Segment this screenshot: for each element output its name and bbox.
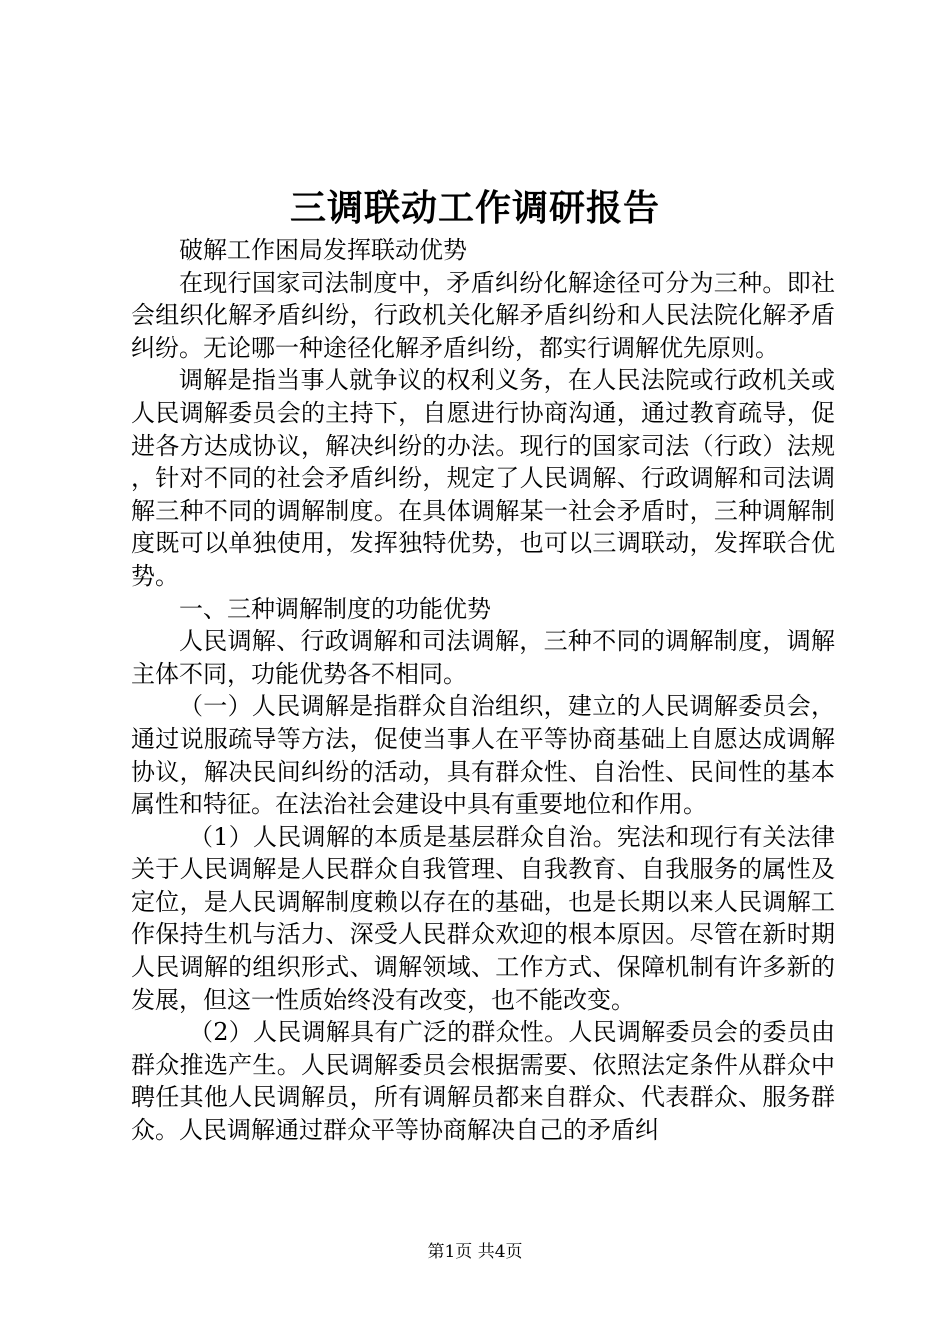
document-title: 三调联动工作调研报告	[289, 187, 660, 229]
paragraph: （一）人民调解是指群众自治组织，建立的人民调解委员会，通过说服疏导等方法，促使当事人在平等协商基础上自愿达成调解协议，解决民间纠纷的活动，具有群众性、自治性、民间性的基本属性和特征。在法治社会建设中具有重要地位和作用。	[131, 692, 835, 819]
paragraph-numbered: （2）人民调解具有广泛的群众性。人民调解委员会的委员由群众推选产生。人民调解委员会根据需要、依照法定条件从群众中聘任其他人民调解员，所有调解员都来自群众、代表群众、服务群众。人民调解通过群众平等协商解决自己的矛盾纠	[131, 1018, 835, 1145]
section-heading: 一、三种调解制度的功能优势	[179, 594, 491, 623]
paragraph: 在现行国家司法制度中，矛盾纠纷化解途径可分为三种。即社会组织化解矛盾纠纷，行政机关化解矛盾纠纷和人民法院化解矛盾纠纷。无论哪一种途径化解矛盾纠纷，都实行调解优先原则。	[131, 268, 835, 362]
page-number-footer: 第1页 共4页	[427, 1242, 523, 1262]
document-body	[131, 234, 835, 1147]
paragraph-numbered: （1）人民调解的本质是基层群众自治。宪法和现行有关法律关于人民调解是人民群众自我管理、自我教育、自我服务的属性及定位，是人民调解制度赖以存在的基础，也是长期以来人民调解工作保持生机与活力、深受人民群众欢迎的根本原因。尽管在新时期人民调解的组织形式、调解领域、工作方式、保障机制有许多新的发展，但这一性质始终没有改变，也不能改变。	[131, 822, 835, 1014]
paragraph-subtitle: 破解工作困局发挥联动优势	[179, 236, 467, 264]
paragraph: 调解是指当事人就争议的权利义务，在人民法院或行政机关或人民调解委员会的主持下，自愿进行协商沟通，通过教育疏导，促进各方达成协议，解决纠纷的办法。现行的国家司法（行政）法规，针对不同的社会矛盾纠纷，规定了人民调解、行政调解和司法调解三种不同的调解制度。在具体调解某一社会矛盾时，三种调解制度既可以单独使用，发挥独特优势，也可以三调联动，发挥联合优势。	[131, 366, 835, 590]
paragraph: 人民调解、行政调解和司法调解，三种不同的调解制度，调解主体不同，功能优势各不相同。	[131, 627, 835, 688]
